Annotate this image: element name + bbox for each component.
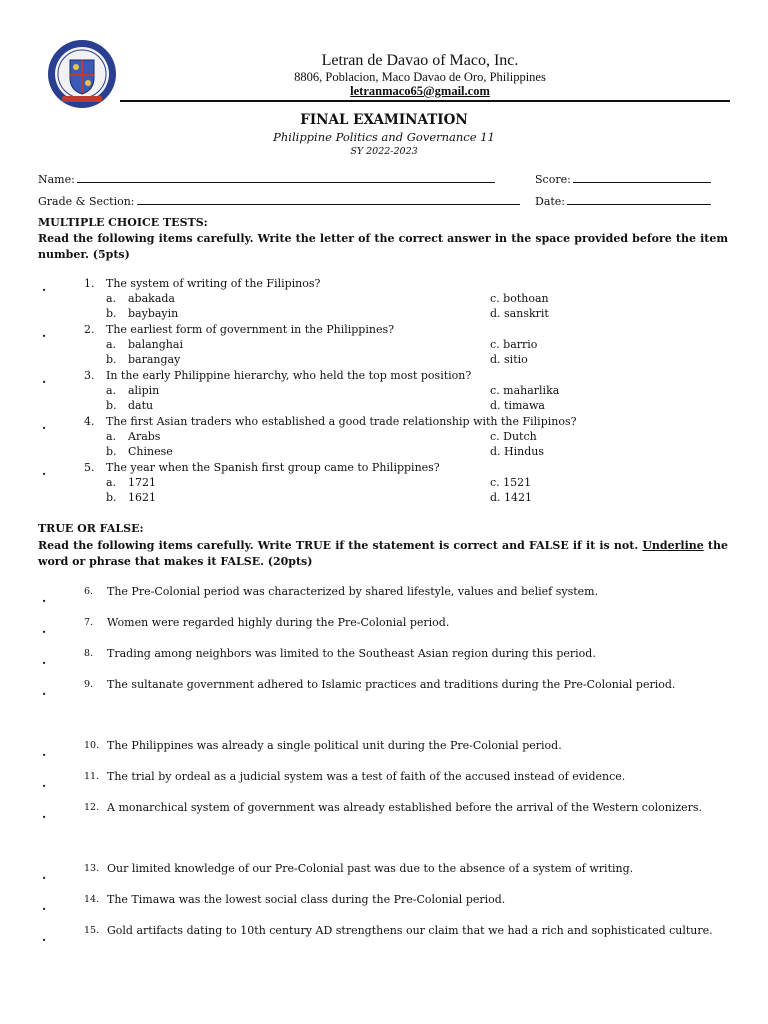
school-seal-icon <box>46 38 118 110</box>
tf-statement: The trial by ordeal as a judicial system was a test of faith of the accused instead of evidence. <box>107 770 626 783</box>
option-a <box>106 292 175 305</box>
answer-blank[interactable]: . <box>42 930 47 944</box>
option-text: baybayin <box>128 307 179 320</box>
tf-instructions <box>38 538 728 570</box>
date-label: Date: <box>535 195 566 208</box>
question-number: 1. <box>84 277 95 290</box>
question-text: In the early Philippine hierarchy, who held the top most position? <box>106 369 472 382</box>
option-letter: a. <box>106 430 117 443</box>
option-d: d. timawa <box>490 399 545 412</box>
option-letter: b. <box>106 491 117 504</box>
answer-blank[interactable]: . <box>42 326 47 340</box>
option-text: Arabs <box>128 430 161 443</box>
exam-subject: Philippine Politics and Governance 11 <box>273 130 495 144</box>
grade-section-blank[interactable] <box>137 194 520 205</box>
option-text: 1721 <box>128 476 156 489</box>
option-b <box>106 399 153 412</box>
answer-blank[interactable]: . <box>42 418 47 432</box>
school-address: 8806, Poblacion, Maco Davao de Oro, Philippines <box>294 70 546 84</box>
option-text: Chinese <box>128 445 173 458</box>
answer-blank[interactable]: . <box>42 899 47 913</box>
tf-section-title: TRUE OR FALSE: <box>38 522 144 535</box>
mc-question <box>84 461 440 474</box>
option-letter: b. <box>106 445 117 458</box>
option-d: d. 1421 <box>490 491 533 504</box>
item-number: 15. <box>84 925 100 936</box>
option-text: balanghai <box>128 338 183 351</box>
option-text: barangay <box>128 353 181 366</box>
option-b <box>106 307 178 320</box>
exam-school-year: SY 2022-2023 <box>350 146 418 157</box>
item-number: 10. <box>84 740 100 751</box>
tf-statement: The Pre-Colonial period was characterized by shared lifestyle, values and belief system. <box>107 585 599 598</box>
option-b <box>106 353 180 366</box>
item-number: 13. <box>84 863 100 874</box>
question-number: 4. <box>84 415 95 428</box>
answer-blank[interactable]: . <box>42 622 47 636</box>
date-field[interactable] <box>535 194 711 208</box>
name-blank[interactable] <box>77 172 495 183</box>
answer-blank[interactable]: . <box>42 591 47 605</box>
question-text: The earliest form of government in the Philippines? <box>106 323 394 336</box>
answer-blank[interactable]: . <box>42 807 47 821</box>
mc-question <box>84 277 320 290</box>
tf-statement: The sultanate government adhered to Islamic practices and traditions during the Pre-Colonial period. <box>107 678 676 691</box>
option-b <box>106 445 173 458</box>
option-a <box>106 430 160 443</box>
question-number: 2. <box>84 323 95 336</box>
option-d: d. sanskrit <box>490 307 549 320</box>
date-blank[interactable] <box>567 194 711 205</box>
tf-statement: Our limited knowledge of our Pre-Colonial past was due to the absence of a system of writing. <box>107 862 634 875</box>
mc-question <box>84 323 394 336</box>
tf-statement: Gold artifacts dating to 10th century AD strengthens our claim that we had a rich and sophisticated culture. <box>107 924 713 937</box>
option-text: alipin <box>128 384 160 397</box>
score-field[interactable] <box>535 172 711 186</box>
grade-section-field[interactable] <box>38 194 520 208</box>
item-number: 7. <box>84 617 94 628</box>
option-letter: b. <box>106 307 117 320</box>
option-d: d. Hindus <box>490 445 545 458</box>
option-letter: a. <box>106 384 117 397</box>
answer-blank[interactable]: . <box>42 868 47 882</box>
mc-question <box>84 369 471 382</box>
tf-instructions-part2: the word or phrase that makes it FALSE. (20pts) <box>38 539 728 568</box>
tf-statement: Trading among neighbors was limited to the Southeast Asian region during this period. <box>107 647 596 660</box>
option-c: c. 1521 <box>490 476 532 489</box>
tf-statement: A monarchical system of government was already established before the arrival of the Western colonizers. <box>107 801 703 814</box>
tf-statement: Women were regarded highly during the Pre-Colonial period. <box>107 616 450 629</box>
option-c: c. barrio <box>490 338 538 351</box>
option-letter: b. <box>106 353 117 366</box>
name-label: Name: <box>38 173 75 186</box>
mc-instructions: Read the following items carefully. Write the letter of the correct answer in the space provided before the item number. (5pts) <box>38 232 728 261</box>
item-number: 8. <box>84 648 94 659</box>
school-name: Letran de Davao of Maco, Inc. <box>321 52 519 69</box>
grade-section-label: Grade & Section: <box>38 195 135 208</box>
option-text: abakada <box>128 292 175 305</box>
option-a <box>106 384 159 397</box>
option-c: c. bothoan <box>490 292 549 305</box>
mc-section-title: MULTIPLE CHOICE TESTS: <box>38 216 208 229</box>
question-text: The system of writing of the Filipinos? <box>106 277 321 290</box>
item-number: 11. <box>84 771 100 782</box>
item-number: 12. <box>84 802 100 813</box>
option-text: 1621 <box>128 491 156 504</box>
tf-statement: The Timawa was the lowest social class during the Pre-Colonial period. <box>107 893 506 906</box>
score-label: Score: <box>535 173 571 186</box>
answer-blank[interactable]: . <box>42 653 47 667</box>
question-text: The year when the Spanish first group came to Philippines? <box>106 461 440 474</box>
header-divider <box>120 100 730 102</box>
score-blank[interactable] <box>573 172 711 183</box>
question-number: 5. <box>84 461 95 474</box>
option-a <box>106 476 156 489</box>
answer-blank[interactable]: . <box>42 745 47 759</box>
item-number: 6. <box>84 586 94 597</box>
tf-instructions-underline: Underline <box>642 539 704 552</box>
option-letter: b. <box>106 399 117 412</box>
question-number: 3. <box>84 369 95 382</box>
name-field[interactable] <box>38 172 495 186</box>
answer-blank[interactable]: . <box>42 280 47 294</box>
option-c: c. Dutch <box>490 430 537 443</box>
item-number: 9. <box>84 679 94 690</box>
answer-blank[interactable]: . <box>42 776 47 790</box>
option-letter: a. <box>106 292 117 305</box>
option-letter: a. <box>106 476 117 489</box>
school-email: letranmaco65@gmail.com <box>350 84 490 98</box>
answer-blank[interactable]: . <box>42 684 47 698</box>
answer-blank[interactable]: . <box>42 464 47 478</box>
option-letter: a. <box>106 338 117 351</box>
option-a <box>106 338 183 351</box>
tf-statement: The Philippines was already a single political unit during the Pre-Colonial period. <box>107 739 562 752</box>
tf-instructions-part1: Read the following items carefully. Write TRUE if the statement is correct and FALSE if it is not. <box>38 539 643 552</box>
option-d: d. sitio <box>490 353 528 366</box>
option-b <box>106 491 156 504</box>
answer-blank[interactable]: . <box>42 372 47 386</box>
option-text: datu <box>128 399 154 412</box>
question-text: The first Asian traders who established a good trade relationship with the Filipinos? <box>106 415 577 428</box>
item-number: 14. <box>84 894 100 905</box>
option-c: c. maharlika <box>490 384 560 397</box>
mc-question <box>84 415 577 428</box>
exam-title: FINAL EXAMINATION <box>300 112 468 128</box>
